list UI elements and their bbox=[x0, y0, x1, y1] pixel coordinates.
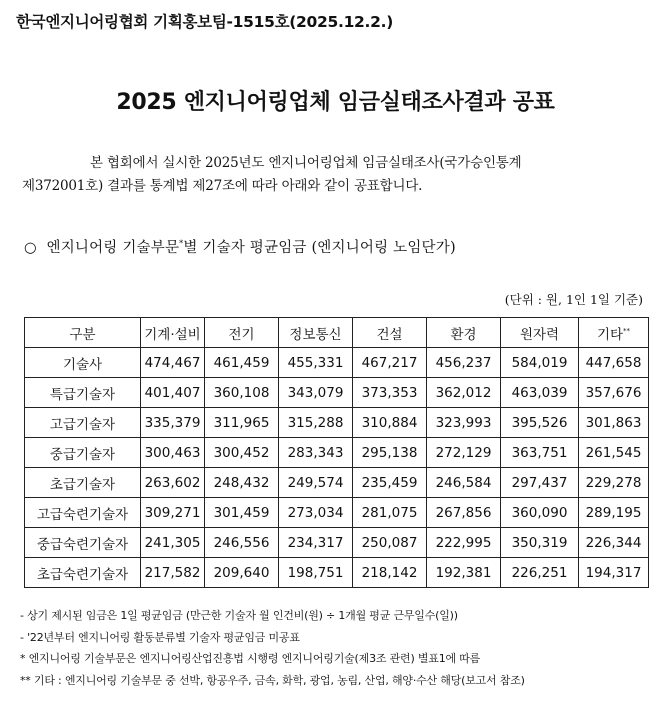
table-cell: 229,278 bbox=[579, 468, 649, 498]
table-cell: 455,331 bbox=[279, 348, 353, 378]
table-cell: 217,582 bbox=[141, 558, 205, 588]
bullet-circle-icon: ○ bbox=[24, 240, 37, 256]
table-cell: 241,305 bbox=[141, 528, 205, 558]
table-cell: 360,090 bbox=[501, 498, 579, 528]
table-cell: 310,884 bbox=[353, 408, 427, 438]
table-cell: 584,019 bbox=[501, 348, 579, 378]
table-cell: 300,452 bbox=[205, 438, 279, 468]
document-header: 한국엔지니어링협회 기획홍보팀-1515호(2025.12.2.) bbox=[16, 13, 393, 31]
footnote: - 상기 제시된 임금은 1일 평균임금 (만근한 기술자 월 인건비(원) ÷ 1개월 평균 근무일수(일)) bbox=[20, 609, 458, 622]
footnotes bbox=[20, 605, 525, 691]
table-cell: 246,556 bbox=[205, 528, 279, 558]
table-cell: 301,863 bbox=[579, 408, 649, 438]
footnote: * 엔지니어링 기술부문은 엔지니어링산업진흥법 시행령 엔지니어링기술(제3조 관련) 별표1에 따름 bbox=[20, 652, 481, 665]
table-row bbox=[25, 528, 649, 558]
table-cell: 222,995 bbox=[427, 528, 501, 558]
table-cell: 209,640 bbox=[205, 558, 279, 588]
table-row bbox=[25, 378, 649, 408]
column-header: 환경 bbox=[427, 318, 501, 348]
table-cell: 401,407 bbox=[141, 378, 205, 408]
table-cell: 283,343 bbox=[279, 438, 353, 468]
table-cell: 350,319 bbox=[501, 528, 579, 558]
table-cell: 343,079 bbox=[279, 378, 353, 408]
row-label: 고급기술자 bbox=[25, 408, 141, 438]
table-cell: 447,658 bbox=[579, 348, 649, 378]
row-label: 초급기술자 bbox=[25, 468, 141, 498]
table-cell: 323,993 bbox=[427, 408, 501, 438]
column-header: 전기 bbox=[205, 318, 279, 348]
table-cell: 263,602 bbox=[141, 468, 205, 498]
footnote: - '22년부터 엔지니어링 활동분류별 기술자 평균임금 미공표 bbox=[20, 630, 300, 644]
table-cell: 289,195 bbox=[579, 498, 649, 528]
table-cell: 273,034 bbox=[279, 498, 353, 528]
table-cell: 463,039 bbox=[501, 378, 579, 408]
column-header: 정보통신 bbox=[279, 318, 353, 348]
table-row bbox=[25, 408, 649, 438]
table-cell: 226,344 bbox=[579, 528, 649, 558]
table-cell: 261,545 bbox=[579, 438, 649, 468]
footnote-mark: ** bbox=[623, 326, 631, 335]
row-label: 특급기술자 bbox=[25, 378, 141, 408]
table-cell: 297,437 bbox=[501, 468, 579, 498]
footnote: ** 기타 : 엔지니어링 기술부문 중 선박, 항공우주, 금속, 화학, 광업, 농림, 산업, 해양·수산 해당(보고서 참조) bbox=[20, 673, 525, 687]
table-cell: 309,271 bbox=[141, 498, 205, 528]
table-cell: 363,751 bbox=[501, 438, 579, 468]
table-row bbox=[25, 468, 649, 498]
table-cell: 295,138 bbox=[353, 438, 427, 468]
table-cell: 218,142 bbox=[353, 558, 427, 588]
table-cell: 281,075 bbox=[353, 498, 427, 528]
intro-line-1: 본 협회에서 실시한 2025년도 엔지니어링업체 임금실태조사(국가승인통계 bbox=[90, 155, 522, 171]
column-header-label: 기타 bbox=[596, 326, 624, 343]
row-label: 중급기술자 bbox=[25, 438, 141, 468]
row-label: 중급숙련기술자 bbox=[25, 528, 141, 558]
table-cell: 311,965 bbox=[205, 408, 279, 438]
table-row bbox=[25, 348, 649, 378]
table-cell: 235,459 bbox=[353, 468, 427, 498]
table-row bbox=[25, 438, 649, 468]
table-cell: 198,751 bbox=[279, 558, 353, 588]
table-cell: 272,129 bbox=[427, 438, 501, 468]
table-cell: 192,381 bbox=[427, 558, 501, 588]
row-label: 기술사 bbox=[25, 348, 141, 378]
table-cell: 234,317 bbox=[279, 528, 353, 558]
table-cell: 301,459 bbox=[205, 498, 279, 528]
table-cell: 362,012 bbox=[427, 378, 501, 408]
column-header: 건설 bbox=[353, 318, 427, 348]
table-cell: 467,217 bbox=[353, 348, 427, 378]
column-header bbox=[579, 318, 649, 348]
table-cell: 395,526 bbox=[501, 408, 579, 438]
section-heading-text-after: 별 기술자 평균임금 (엔지니어링 노임단가) bbox=[183, 240, 456, 256]
unit-note: (단위 : 원, 1인 1일 기준) bbox=[504, 292, 643, 307]
row-label: 초급숙련기술자 bbox=[25, 558, 141, 588]
column-header: 기계·설비 bbox=[141, 318, 205, 348]
column-header: 원자력 bbox=[501, 318, 579, 348]
table-header-row bbox=[25, 318, 649, 348]
intro-paragraph bbox=[22, 152, 652, 198]
wage-table bbox=[24, 317, 649, 588]
table-cell: 300,463 bbox=[141, 438, 205, 468]
table-cell: 360,108 bbox=[205, 378, 279, 408]
table-cell: 246,584 bbox=[427, 468, 501, 498]
table-cell: 315,288 bbox=[279, 408, 353, 438]
table-cell: 456,237 bbox=[427, 348, 501, 378]
table-row bbox=[25, 558, 649, 588]
table-cell: 226,251 bbox=[501, 558, 579, 588]
section-heading bbox=[24, 236, 456, 257]
table-cell: 194,317 bbox=[579, 558, 649, 588]
table-cell: 248,432 bbox=[205, 468, 279, 498]
table-cell: 474,467 bbox=[141, 348, 205, 378]
intro-line-2: 제372001호) 결과를 통계법 제27조에 따라 아래와 같이 공표합니다. bbox=[22, 178, 423, 194]
table-body bbox=[25, 348, 649, 588]
table-cell: 335,379 bbox=[141, 408, 205, 438]
table-cell: 373,353 bbox=[353, 378, 427, 408]
table-row bbox=[25, 498, 649, 528]
column-header: 구분 bbox=[25, 318, 141, 348]
table-cell: 267,856 bbox=[427, 498, 501, 528]
footnote-mark: * bbox=[179, 239, 184, 248]
table-cell: 357,676 bbox=[579, 378, 649, 408]
row-label: 고급숙련기술자 bbox=[25, 498, 141, 528]
section-heading-text-before: 엔지니어링 기술부문 bbox=[46, 240, 180, 256]
table-cell: 249,574 bbox=[279, 468, 353, 498]
table-cell: 461,459 bbox=[205, 348, 279, 378]
table-cell: 250,087 bbox=[353, 528, 427, 558]
document-title: 2025 엔지니어링업체 임금실태조사결과 공표 bbox=[116, 90, 555, 115]
